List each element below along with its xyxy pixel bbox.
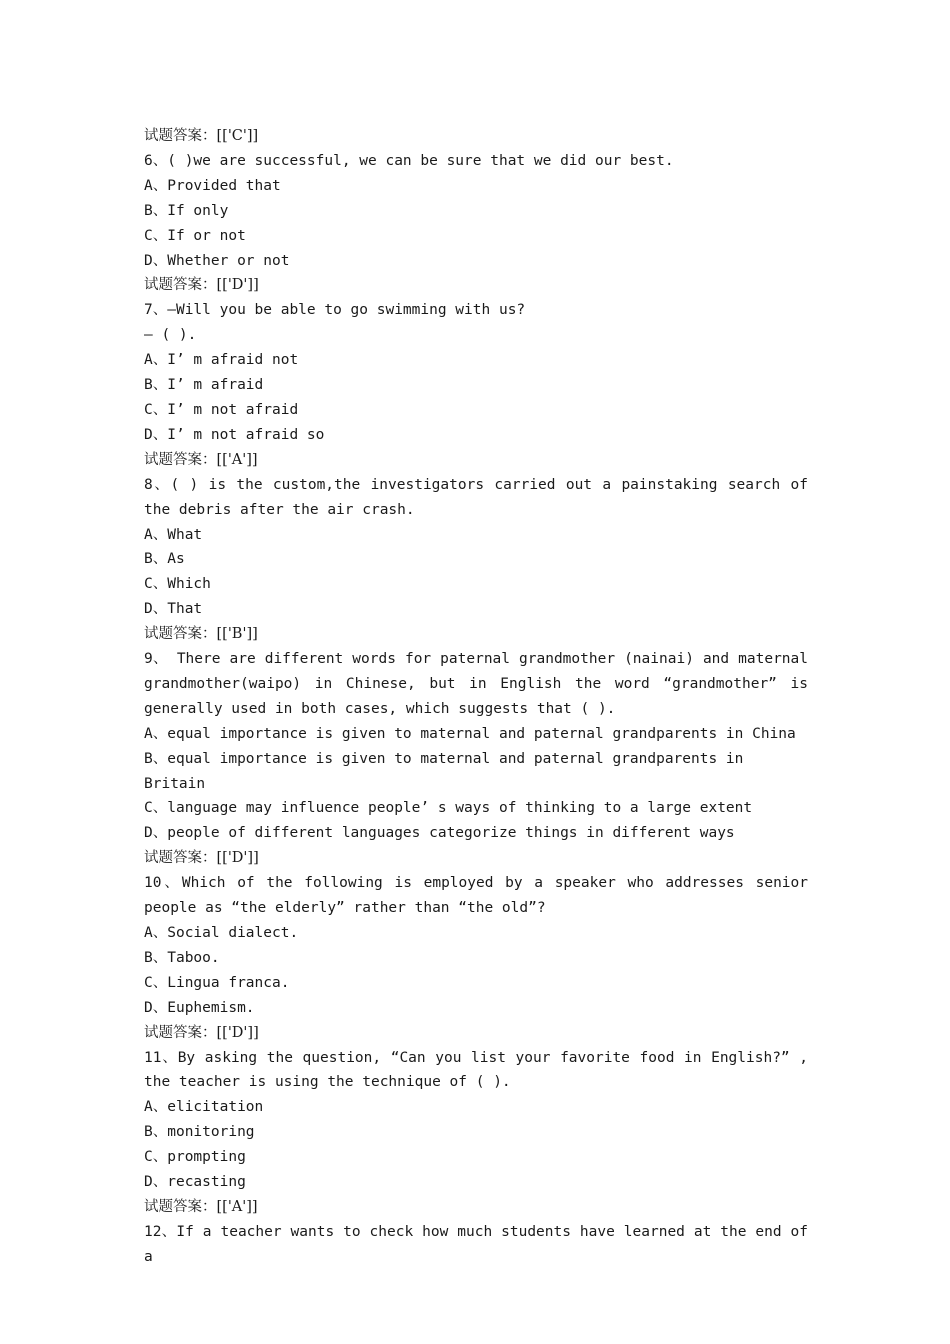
option-b: B、monitoring: [144, 1124, 255, 1141]
option-d: D、That: [144, 601, 203, 618]
option-c: C、Lingua franca.: [144, 974, 290, 991]
option-a: A、Social dialect.: [144, 925, 299, 941]
option-a: A、What: [144, 526, 203, 543]
answer-6: 试题答案：[['D']]: [144, 277, 259, 294]
option-a: A、elicitation: [144, 1099, 264, 1116]
option-a: A、I’ m afraid not: [144, 352, 299, 369]
answer-11: 试题答案：[['A']]: [144, 1198, 258, 1215]
answer-10: 试题答案：[['D']]: [144, 1024, 259, 1041]
option-d: D、recasting: [144, 1174, 246, 1191]
option-a: A、equal importance is given to maternal and paternal grandparents in China: [144, 725, 796, 742]
question-stem-reply: — ( ).: [144, 327, 197, 344]
question-stem: 11、By asking the question, “Can you list your favorite food in English?” , the teacher is using the technique of ( ).: [144, 1049, 817, 1091]
question-6: [144, 149, 808, 274]
option-b: B、Taboo.: [144, 949, 220, 966]
option-c: C、prompting: [144, 1149, 246, 1166]
question-10: [144, 871, 817, 1020]
question-stem: 7、—Will you be able to go swimming with us?: [144, 302, 526, 319]
option-b: B、If only: [144, 202, 229, 219]
option-d: D、I’ m not afraid so: [144, 426, 325, 443]
question-stem: 12、If a teacher wants to check how much students have learned at the end of a: [144, 1223, 817, 1265]
question-8: [144, 473, 817, 622]
question-stem: 10、Which of the following is employed by a speaker who addresses senior people as “the elderly” rather than “the old”?: [144, 875, 817, 917]
question-stem: 8、( ) is the custom,the investigators carried out a painstaking search of the debris after the air crash.: [144, 476, 817, 518]
option-d: D、Whether or not: [144, 252, 290, 269]
option-d: D、Euphemism.: [144, 999, 255, 1016]
option-c: C、If or not: [144, 227, 246, 244]
answer-8: 试题答案：[['B']]: [144, 626, 258, 643]
option-b: B、As: [144, 551, 185, 568]
answer-7: 试题答案：[['A']]: [144, 451, 258, 468]
option-a: A、Provided that: [144, 177, 281, 194]
answer-9: 试题答案：[['D']]: [144, 850, 259, 867]
answer-5: 试题答案：[['C']]: [144, 128, 259, 144]
question-7: [144, 298, 808, 447]
question-stem: 6、( )we are successful, we can be sure that we did our best.: [144, 152, 674, 169]
option-c: C、Which: [144, 576, 211, 593]
option-b: B、I’ m afraid: [144, 377, 264, 394]
question-9: [144, 647, 817, 846]
question-12: [144, 1220, 817, 1270]
option-c: C、I’ m not afraid: [144, 401, 299, 418]
option-d: D、people of different languages categorize things in different ways: [144, 825, 735, 842]
question-11: [144, 1046, 817, 1195]
option-b: B、equal importance is given to maternal and paternal grandparents in Britain: [144, 750, 753, 792]
option-c: C、language may influence people’ s ways of thinking to a large extent: [144, 800, 753, 817]
question-stem: 9、 There are different words for paternal grandmother (nainai) and maternal grandmother(waipo) in Chinese, but in English the word “grandmother” is generally used in both cases, which suggests that ( ).: [144, 651, 817, 717]
document-page: [144, 124, 817, 1270]
